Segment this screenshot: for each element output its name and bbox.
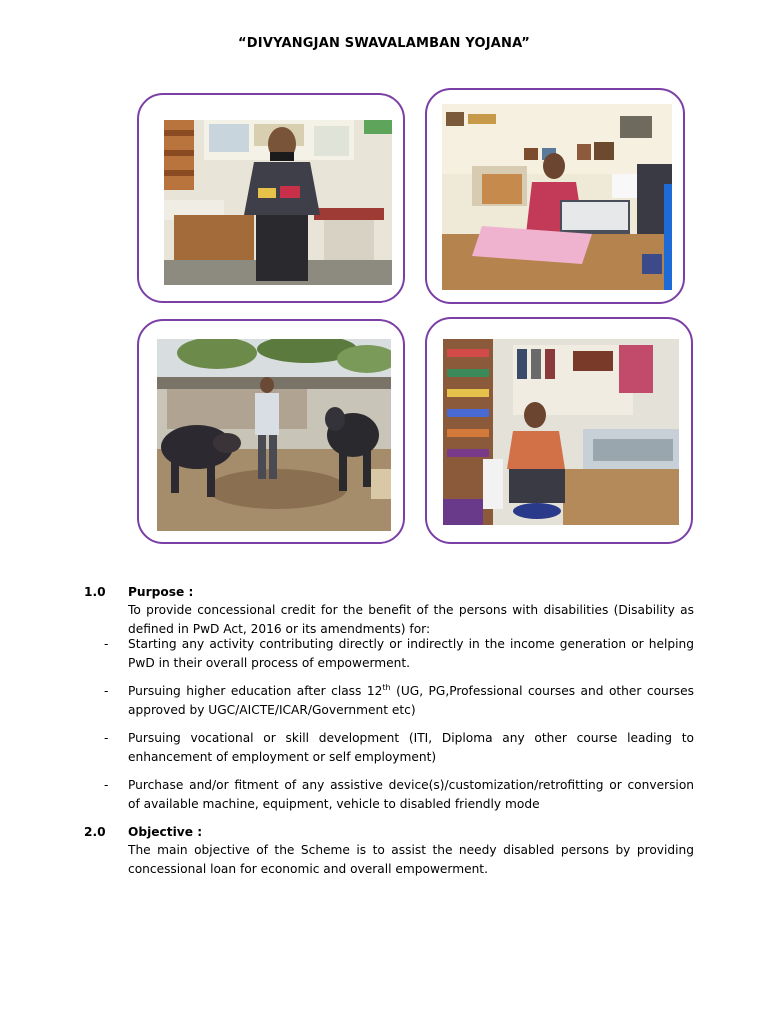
- photo-frame-4: [425, 317, 693, 544]
- photo-frame-3: [137, 319, 405, 544]
- section-heading: Purpose :: [128, 585, 194, 599]
- bullet-text: Starting any activity contributing directly or indirectly in the income generation or helping PwD in their overall process of empowerment.: [128, 637, 694, 670]
- bullet-text: Pursuing vocational or skill development (ITI, Diploma any other course leading to enhancement of employment or self employment): [128, 731, 694, 764]
- section-number: 2.0: [84, 825, 106, 839]
- photo-frame-1: [137, 93, 405, 303]
- section-intro: The main objective of the Scheme is to assist the needy disabled persons by providing concessional loan for economic and overall empowerment.: [128, 843, 694, 876]
- bullet-text-before: Pursuing higher education after class 12: [128, 684, 383, 698]
- superscript: th: [382, 682, 391, 692]
- bullet-dash: -: [104, 778, 109, 792]
- photo-frame-2: [425, 88, 685, 304]
- bullet-dash: -: [104, 684, 109, 698]
- photo-man-in-shop: [164, 120, 392, 285]
- section-purpose: [84, 583, 696, 819]
- section-number: 1.0: [84, 585, 106, 599]
- photo-man-with-buffaloes: [157, 339, 391, 531]
- photo-woman-at-desk: [442, 104, 672, 290]
- section-intro: To provide concessional credit for the benefit of the persons with disabilities (Disability as defined in PwD Act, 2016 or its amendments) for:: [128, 603, 694, 636]
- document-title: “DIVYANGJAN SWAVALAMBAN YOJANA”: [238, 36, 530, 51]
- section-objective: [84, 823, 696, 883]
- bullet-text: Purchase and/or fitment of any assistive device(s)/customization/retrofitting or conversion of available machine, equipment, vehicle to disabled friendly mode: [128, 778, 694, 811]
- photo-man-in-store: [443, 339, 679, 525]
- bullet-text: [128, 682, 694, 720]
- bullet-text-after: (UG, PG,Professional courses and other courses approved by UGC/AICTE/ICAR/Government etc): [128, 684, 694, 717]
- bullet-dash: -: [104, 731, 109, 745]
- section-heading: Objective :: [128, 825, 203, 839]
- bullet-dash: -: [104, 637, 109, 651]
